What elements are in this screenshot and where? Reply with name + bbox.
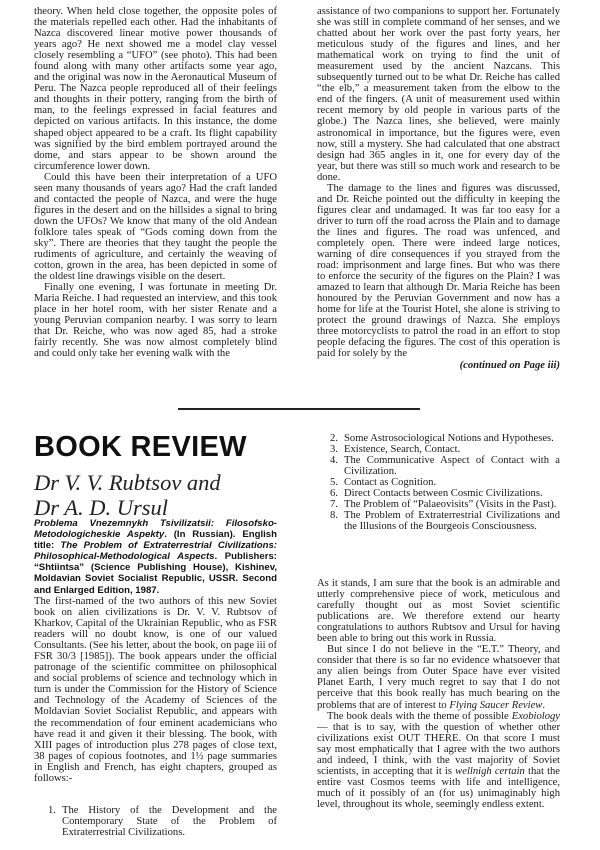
chapter-title: The Communicative Aspect of Contact with a Civilization. [344,455,560,478]
chapter-number: 4. [330,455,338,467]
chapter-title: The Problem of “Palaeovisits” (Visits in the Past). [344,499,557,511]
text-run: — that is to say, with the question of whether other civilizations exist OUT THERE. On that score I must say most emphatically that I agree with the two authors and indeed, I think, with the vast majority of Soviet scientists, in accepting that it is [317,721,560,777]
article-left-column [34,6,277,360]
chapter-number: 6. [330,488,338,500]
exobiology-paragraph [317,711,560,810]
chapter-title: Existence, Search, Contact. [344,444,461,456]
assessment-paragraph: As it stands, I am sure that the book is an admirable and utterly comprehensive piece of work, meticulous and carefully thought out as most Soviet scientific publications are. We therefore extend our hearty congratulations to authors Rubtsov and Ursul for having been able to bring out this work in Russia. [317,578,560,645]
chapter-number: 2. [330,433,338,444]
text-run: that the entire vast Cosmos teems with life and intelligence, much of it possibly of an (for us) unimaginably high level, throughout its whole, seemingly endless extent. [317,765,561,810]
chapter-item [330,444,560,455]
book-citation [34,518,277,596]
chapter-list-right [330,433,560,532]
chapter-title: Direct Contacts between Cosmic Civilizations. [344,488,543,500]
chapter-item [48,805,277,838]
paragraph: assistance of two companions to support her. Fortunately she was still in complete command of her senses, and we chatted about her work over the past forty years, her meticulous study of the figures and lines, and her mathematical work on trying to find the unit of measurement used by the ancient Nazcans. This subsequently turned out to be what Dr. Reiche has called “the elb,” a measurement taken from the elbow to the end of the fingers. (A unit of measurement used within recent memory by old people in various parts of the globe.) The Nazca lines, she believed, were mainly astronomical in importance, but the figures were, even now, still a mystery. She had calculated that one abstract design had 365 angles in it, one for every day of the year, but there was still so much work and research to be done. [317,6,560,183]
section-divider [178,408,420,410]
chapter-number: 5. [330,477,338,489]
chapter-item [330,499,560,510]
chapter-title: Some Astrosociological Notions and Hypotheses. [344,433,554,444]
chapter-item [330,433,560,444]
chapter-number: 8. [330,510,338,522]
chapter-item [330,455,560,477]
chapter-item [330,510,560,532]
continued-note: (continued on Page iii) [459,359,560,371]
et-paragraph [317,644,560,710]
russian-title: Problema Vnezemnykh Tsivilizatsii: Filosofsko-Metodologicheskie Aspekty [34,518,277,541]
chapter-title: Contact as Cognition. [344,477,437,489]
paragraph: Finally one evening, I was fortunate in meeting Dr. Maria Reiche. I had requested an interview, and this took place in her hotel room, with her sister Renate and a young Peruvian companion nearby. I was sorry to learn that Dr. Reiche, who was now aged 85, had a stroke fairly recently. She was now almost completely blind and could only take her evening walk with the [34,282,277,360]
review-left-column [34,596,277,784]
article-right-column [317,6,560,371]
chapter-number: 7. [330,499,338,511]
chapter-item [330,488,560,499]
magazine-title: Flying Saucer Review [449,699,543,711]
intro-paragraph: The first-named of the two authors of this new Soviet book on alien civilizations is Dr. V. V. Rubtsov of Kharkov, Capital of the Ukrainian Republic, who as FSR readers will no doubt know, is one of our valued Consultants. (See his letter, about the book, on page iii of FSR 30/3 [1985]). The book appears under the official patronage of the scientific committee on philosophical and social problems of science and technology which in turn is under the Commission for the History of Science and Technology of the Academy of Sciences of the Moldavian Soviet Socialist Republic, and appears with the recommendation of four eminent academicians who have read it and given it their blessing. The book, with XIII pages of introduction plus 278 pages of close text, 38 pages of copious footnotes, and 1½ page summaries in English and French, has eight chapters, grouped as follows:- [34,596,277,784]
author-line: Dr V. V. Rubtsov and [34,470,221,495]
author-line: Dr A. D. Ursul [34,495,168,520]
section-heading: BOOK REVIEW [34,431,247,463]
chapter-item [330,477,560,488]
paragraph: theory. When held close together, the opposite poles of the materials repelled each other. Had the inhabitants of Nazca discovered linear motive power thousands of years ago? He next showed me a model clay vessel closely resembling a “UFO” (see photo). This had been found along with many other artifacts some year ago, and the original was now in the Aeronautical Museum of Peru. The Nazca people reproduced all of their feelings and thoughts in their pottery, ranging from the birth of man, to the feelings expressed in facial features and depicted on various artifacts. In this instance, the dome shaped object appeared to be a craft. Its flight capability was signified by the bird emblem portrayed around the dome, and stars appear to be shown around the circumference lower down. [34,6,277,172]
review-right-column [317,578,560,810]
emphasis: Exobiology [511,710,560,722]
chapter-title: The History of the Development and the Contemporary State of the Problem of Extraterrestrial Civilizations. [62,805,277,839]
publisher-info: . Publishers: “Shtiintsa” (Science Publishing House), Kishinev, Moldavian Soviet Socialist Republic, USSR. Second and Enlarged Edition, 1987. [34,551,277,596]
emphasis: wellnigh certain [455,765,525,777]
english-title: The Problem of Extraterrestrial Civilizations: Philosophical-Methodological Aspects [34,540,277,563]
chapter-list-left [48,805,277,838]
chapter-number: 1. [48,805,56,816]
chapter-number: 3. [330,444,338,456]
text-run: But since I do not believe in the “E.T.” Theory, and consider that there is so far no evidence whatsoever that any alien beings from Outer Space have ever visited Planet Earth, I very much regret to say that I do not perceive that this book really has much bearing on the problems that are of interest to [317,644,560,711]
citation-text: . (In Russian). English title: [34,529,277,552]
paragraph: The damage to the lines and figures was discussed, and Dr. Reiche pointed out the difficulty in keeping the figures clear and undamaged. It was far too easy for a driver to turn off the road across the Plain and to damage the lines and figures. The road was unfenced, and completely open. There were indeed large notices, warning of dire consequences if you strayed from the road: imprisonment and large fines. But who was there to enforce the security of the figures on the Plain? I was amazed to learn that although Dr. Maria Reiche has been honoured by the Peruvian Government and now has a home for life at the Tourist Hotel, she alone is striving to protect the ground drawings of Nazca. She employs three motorcyclists to patrol the road in an effort to stop people defacing the figures. The cost of this operation is paid for solely by the [317,182,560,360]
text-run: . [542,699,546,711]
paragraph: Could this have been their interpretation of a UFO seen many thousands of years ago? Had the craft landed and contacted the people of Nazca, and were the huge figures in the desert and on the hillsides a signal to bring down the UFOs? We know that many of the old Andean folklore tales speak of “Gods coming down from the sky”. There are theories that they taught the people the rudiments of agriculture, and certainly the weaving of cotton, grown in the area, has been depicted in some of the oldest line drawings visible on the desert. [34,171,277,283]
text-run: The book deals with the theme of possible [327,710,512,722]
chapter-title: The Problem of Extraterrestrial Civilizations and the Illusions of the Bourgeois Consciousness. [344,510,560,533]
review-authors [34,470,221,520]
